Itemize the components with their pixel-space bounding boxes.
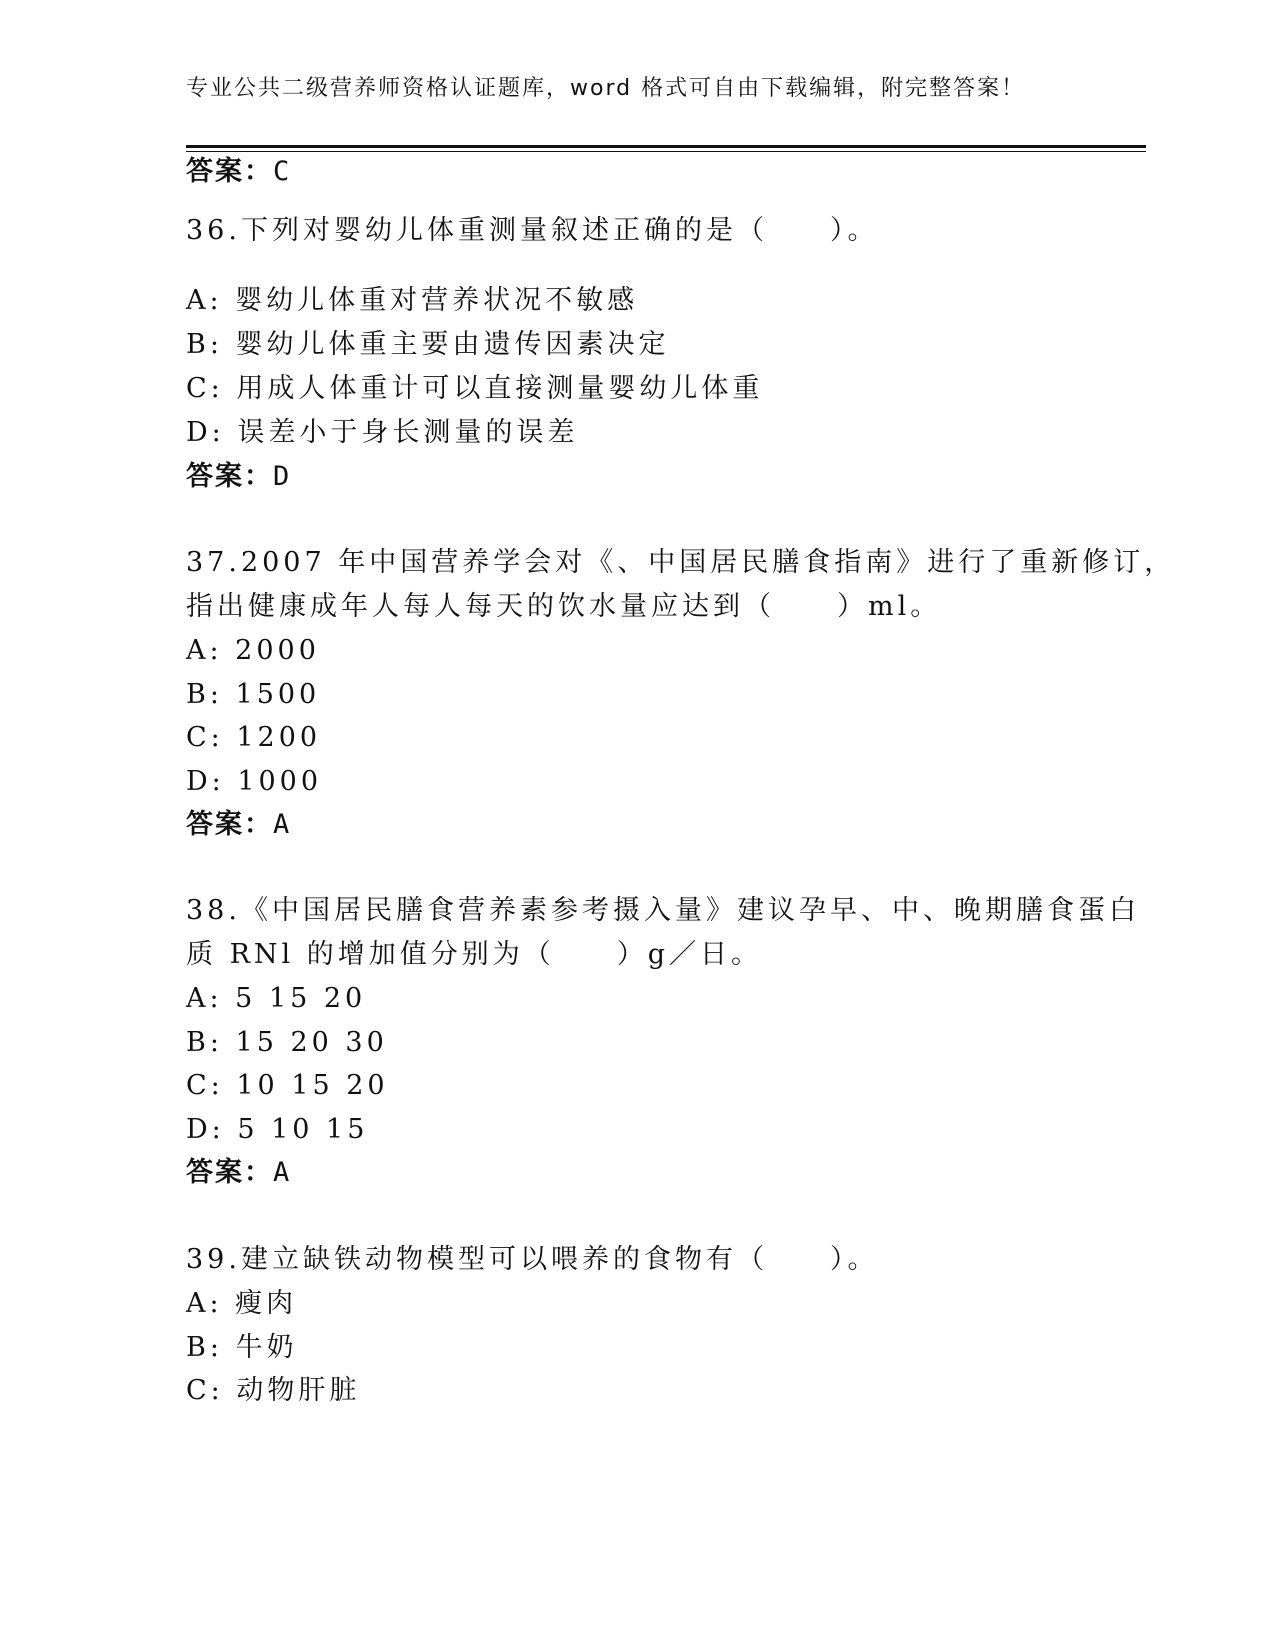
option-c: C: 用成人体重计可以直接测量婴幼儿体重 xyxy=(186,373,764,404)
page-header: 专业公共二级营养师资格认证题库，word 格式可自由下载编辑，附完整答案！ xyxy=(186,76,1026,101)
header-rule-thin xyxy=(186,151,1146,152)
option-a: A: 2000 xyxy=(186,635,320,666)
answer-label: 答案： xyxy=(186,461,273,492)
answer-label: 答案： xyxy=(186,809,273,840)
question-text: 38.《中国居民膳食营养素参考摄入量》建议孕早、中、晚期膳食蛋白 xyxy=(186,895,1140,926)
option-c: C: 1200 xyxy=(186,722,322,753)
answer-value: A xyxy=(273,809,292,840)
question-text: 37.2007 年中国营养学会对《、中国居民膳食指南》进行了重新修订， xyxy=(186,547,1176,578)
option-d: D: 误差小于身长测量的误差 xyxy=(186,417,579,448)
answer-label: 答案： xyxy=(186,156,273,187)
answer-line xyxy=(186,154,291,190)
answer-value: A xyxy=(273,1157,292,1188)
answer-value: C xyxy=(273,156,292,187)
option-b: B: 婴幼儿体重主要由遗传因素决定 xyxy=(186,329,670,360)
option-d: D: 1000 xyxy=(186,766,323,797)
answer-line xyxy=(186,807,291,843)
question-text: 36.下列对婴幼儿体重测量叙述正确的是（ ）。 xyxy=(186,215,879,246)
answer-line xyxy=(186,1155,291,1191)
answer-label: 答案： xyxy=(186,1157,273,1188)
option-b: B: 牛奶 xyxy=(186,1332,298,1363)
option-b: B: 15 20 30 xyxy=(186,1027,388,1058)
option-c: C: 动物肝脏 xyxy=(186,1375,361,1406)
question-text: 指出健康成年人每人每天的饮水量应达到（ ）ml。 xyxy=(186,591,942,622)
answer-line xyxy=(186,459,291,495)
option-a: A: 瘦肉 xyxy=(186,1288,298,1319)
option-a: A: 婴幼儿体重对营养状况不敏感 xyxy=(186,285,639,316)
answer-value: D xyxy=(273,461,292,492)
question-text: 质 RNl 的增加值分别为（ ）g／日。 xyxy=(186,939,763,970)
option-c: C: 10 15 20 xyxy=(186,1070,389,1101)
option-b: B: 1500 xyxy=(186,679,321,710)
option-d: D: 5 10 15 xyxy=(186,1114,369,1145)
question-text: 39.建立缺铁动物模型可以喂养的食物有（ ）。 xyxy=(186,1244,879,1275)
option-a: A: 5 15 20 xyxy=(186,983,367,1014)
header-rule-thick xyxy=(186,145,1146,148)
